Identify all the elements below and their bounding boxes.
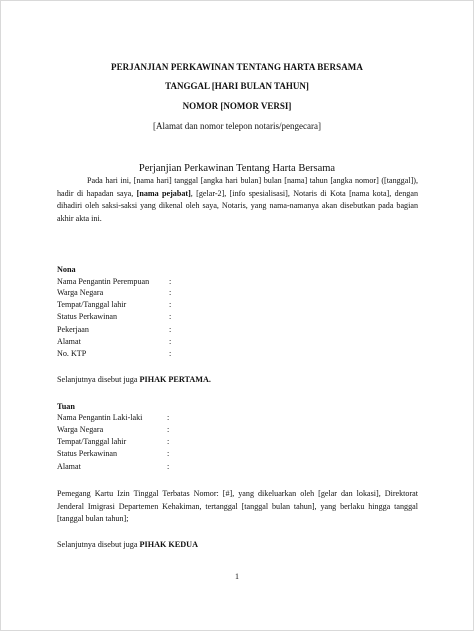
pihak-kedua-line <box>57 539 198 551</box>
field-colon: : <box>169 312 172 321</box>
field-label: Tempat/Tanggal lahir <box>57 437 127 446</box>
field-label: Alamat <box>57 462 81 471</box>
document-title: Perjanjian Perkawinan Tentang Harta Bersama <box>138 163 336 174</box>
field-colon: : <box>169 337 172 346</box>
intro-text-1: Pada hari ini, [nama hari] tanggal [angka hari bulan] bulan [nama] tahun [angka nomor] ([tanggal]), hadir di hapadan saya, <box>57 176 418 198</box>
tuan-field-row <box>57 436 257 448</box>
nona-field-row <box>57 336 257 348</box>
field-colon: : <box>167 449 170 458</box>
pihak-kedua-label: PIHAK KEDUA <box>139 540 198 549</box>
header-number: NOMOR [NOMOR VERSI] <box>182 101 292 111</box>
field-label: Status Perkawinan <box>57 449 118 458</box>
field-colon: : <box>167 462 170 471</box>
field-label: Pekerjaan <box>57 325 89 334</box>
field-colon: : <box>169 325 172 334</box>
nona-field-row <box>57 348 257 360</box>
tuan-field-row <box>57 448 257 460</box>
field-colon: : <box>169 277 172 286</box>
field-colon: : <box>169 349 172 358</box>
tuan-field-row <box>57 424 257 436</box>
intro-paragraph <box>57 175 418 226</box>
field-label: Warga Negara <box>57 425 104 434</box>
field-label: Nama Pengantin Laki-laki <box>57 413 143 422</box>
tuan-field-row <box>57 461 257 473</box>
page-number: 1 <box>235 572 239 581</box>
header-date: TANGGAL [HARI BULAN TAHUN] <box>165 81 309 91</box>
tuan-field-row <box>57 412 257 424</box>
field-label: Alamat <box>57 337 81 346</box>
field-label: Status Perkawinan <box>57 312 118 321</box>
field-label: Nama Pengantin Perempuan <box>57 277 150 286</box>
field-colon: : <box>169 300 172 309</box>
pihak-pertama-label: PIHAK PERTAMA. <box>139 375 211 384</box>
nona-field-row <box>57 287 257 299</box>
pihak-pertama-line <box>57 374 211 386</box>
nona-field-row <box>57 324 257 336</box>
field-colon: : <box>167 425 170 434</box>
header-address: [Alamat dan nomor telepon notaris/pengecara] <box>153 121 321 131</box>
intro-text-2: , [gelar-2], [info spesialisasi], Notaris di Kota [nama kota], dengan dihadiri oleh saksi-saksi yang dikenal oleh saya, Notaris, yang nama-namanya akan disebutkan pada bagian akhir akta ini. <box>57 188 418 224</box>
field-colon: : <box>169 288 172 297</box>
field-label: No. KTP <box>57 349 87 358</box>
pemegang-paragraph: Pemegang Kartu Izin Tinggal Terbatas Nomor: [#], yang dikeluarkan oleh [gelar dan lokasi], Direktorat Jenderal Imigrasi Departemen Kehakiman, tertanggal [tanggal bulan tahun], yang berlaku hingga tanggal [tanggal bulan tahun]; <box>57 489 418 524</box>
tuan-heading: Tuan <box>57 402 75 411</box>
nona-heading: Nona <box>57 265 76 274</box>
field-colon: : <box>167 437 170 446</box>
pihak-kedua-prefix: Selanjutnya disebut juga <box>57 540 140 549</box>
field-colon: : <box>167 413 170 422</box>
pihak-pertama-prefix: Selanjutnya disebut juga <box>57 375 140 384</box>
header-title: PERJANJIAN PERKAWINAN TENTANG HARTA BERSAMA <box>110 62 363 72</box>
nona-field-row <box>57 299 257 311</box>
nona-field-row <box>57 311 257 323</box>
field-label: Warga Negara <box>57 288 104 297</box>
intro-notary-name: [nama pejabat] <box>136 188 191 198</box>
field-label: Tempat/Tanggal lahir <box>57 300 127 309</box>
